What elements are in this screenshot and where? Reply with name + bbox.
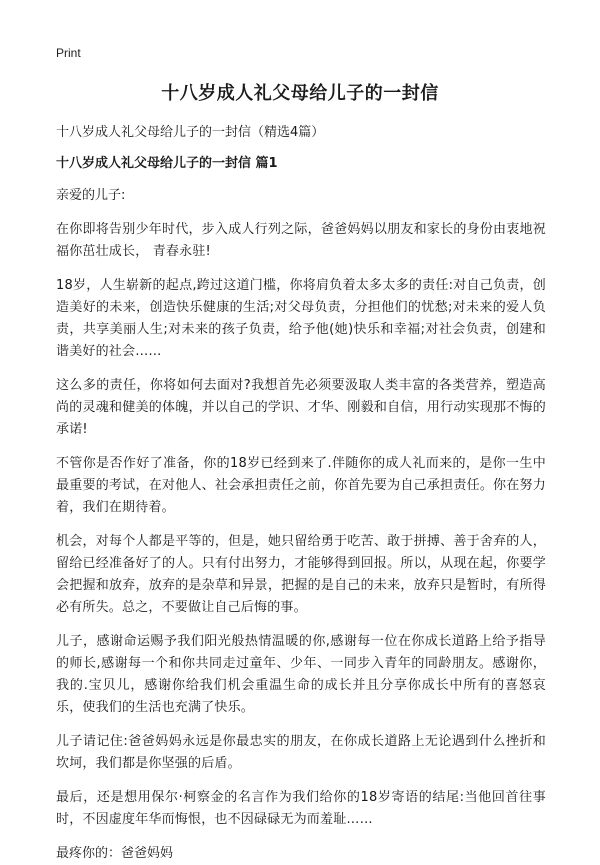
paragraph-5: 机会，对每个人都是平等的，但是，她只留给勇于吃苦、敢于拼搏、善于舍弃的人，留给已经准备好了的人。只有付出努力，才能够得到回报。所以，从现在起，你要学会把握和放弃，放弃的是杂草和异景，把握的是自己的未来，放弃只是暂时，有所得必有所失。总之，不要做让自己后悔的事。 [56,534,546,615]
signoff: 最疼你的：爸爸妈妈 [56,846,174,861]
paragraph-1: 在你即将告别少年时代，步入成人行列之际，爸爸妈妈以朋友和家长的身份由衷地祝福你茁壮成长， 青春永驻! [56,222,546,259]
paragraph-3: 这么多的责任，你将如何去面对?我想首先必须要汲取人类丰富的各类营养，塑造高尚的灵魂和健美的体魄，并以自己的学识、才华、刚毅和自信，用行动实现那不悔的承诺! [56,378,546,437]
subtitle: 十八岁成人礼父母给儿子的一封信（精选4篇） [56,125,325,140]
paragraph-2: 18岁，人生崭新的起点,跨过这道门槛，你将肩负着太多太多的责任:对自己负责，创造美好的未来，创造快乐健康的生活;对父母负责，分担他们的忧愁;对未来的爱人负责，共享美丽人生;对未来的孩子负责，给予他(她)快乐和幸福;对社会负责，创建和谐美好的社会…… [56,278,546,359]
section-heading: 十八岁成人礼父母给儿子的一封信 篇1 [56,156,278,171]
salutation: 亲爱的儿子: [56,188,126,203]
print-link[interactable]: Print [56,46,81,60]
paragraph-8: 最后，还是想用保尔·柯察金的名言作为我们给你的18岁寄语的结尾:当他回首往事时，不因虚度年华而悔恨，也不因碌碌无为而羞耻…… [56,790,546,827]
page-title: 十八岁成人礼父母给儿子的一封信 [161,83,439,104]
letter-body [56,122,546,865]
paragraph-7: 儿子请记住:爸爸妈妈永远是你最忠实的朋友，在你成长道路上无论遇到什么挫折和坎坷，我们都是你坚强的后盾。 [56,734,546,771]
paragraph-6: 儿子，感谢命运赐予我们阳光般热情温暖的你,感谢每一位在你成长道路上给予指导的师长,感谢每一个和你共同走过童年、少年、一同步入青年的同龄朋友。感谢你，我的.宝贝儿，感谢你给我们机会重温生命的成长并且分享你成长中所有的喜怒哀乐，使我们的生活也充满了快乐。 [56,634,546,715]
paragraph-4: 不管你是否作好了准备，你的18岁已经到来了.伴随你的成人礼而来的，是你一生中最重要的考试，在对他人、社会承担责任之前，你首先要为自己承担责任。你在努力着，我们在期待着。 [56,456,546,515]
